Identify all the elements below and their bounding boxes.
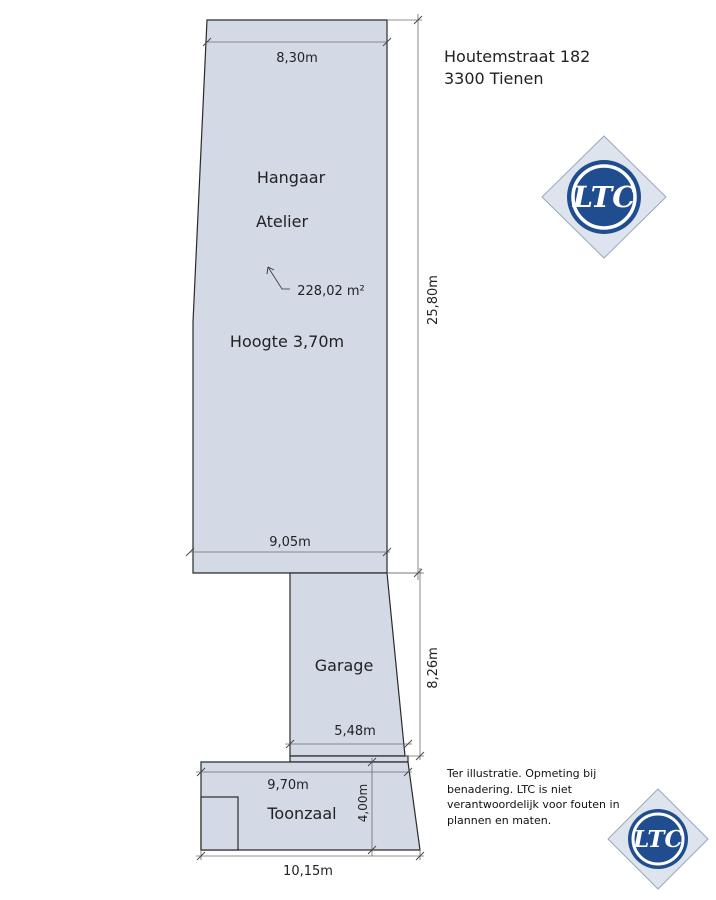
dim-hangaar-length: [387, 14, 422, 580]
garage-bottom-dimension: 5,48m: [334, 724, 376, 739]
hangaar-top-dimension: 8,30m: [276, 51, 318, 66]
toonzaal-top-dimension: 9,70m: [267, 778, 309, 793]
dim-toonzaal-bottom: [196, 850, 424, 860]
address-city: 3300 Tienen: [444, 69, 544, 88]
hangaar-bottom-dimension: 9,05m: [269, 535, 311, 550]
address-street: Houtemstraat 182: [444, 47, 591, 66]
garage-label: Garage: [314, 656, 374, 675]
garage-length-dimension: 8,26m: [426, 647, 441, 689]
atelier-label: Atelier: [255, 212, 309, 231]
address-block: [444, 46, 590, 90]
logo-text: LTC: [572, 180, 636, 214]
toonzaal-bottom-dimension: 10,15m: [283, 864, 333, 879]
ltc-logo-bottom: [608, 789, 708, 889]
connector-strip: [290, 756, 408, 762]
hangaar-area-label: 228,02 m²: [297, 284, 365, 299]
ltc-logo-top: [542, 136, 666, 258]
hangaar-height-label: Hoogte 3,70m: [229, 332, 345, 351]
hangaar-label: Hangaar: [256, 168, 326, 187]
toonzaal-depth-dimension: 4,00m: [356, 783, 370, 823]
toonzaal-label: Toonzaal: [267, 804, 337, 823]
hangaar-length-dimension: 25,80m: [426, 275, 441, 325]
logo-text: LTC: [633, 826, 683, 853]
toonzaal-inner-room: [201, 797, 238, 850]
disclaimer-text: Ter illustratie. Opmeting bij benadering. LTC is niet verantwoordelijk voor fouten in plannen en maten.: [447, 767, 620, 827]
